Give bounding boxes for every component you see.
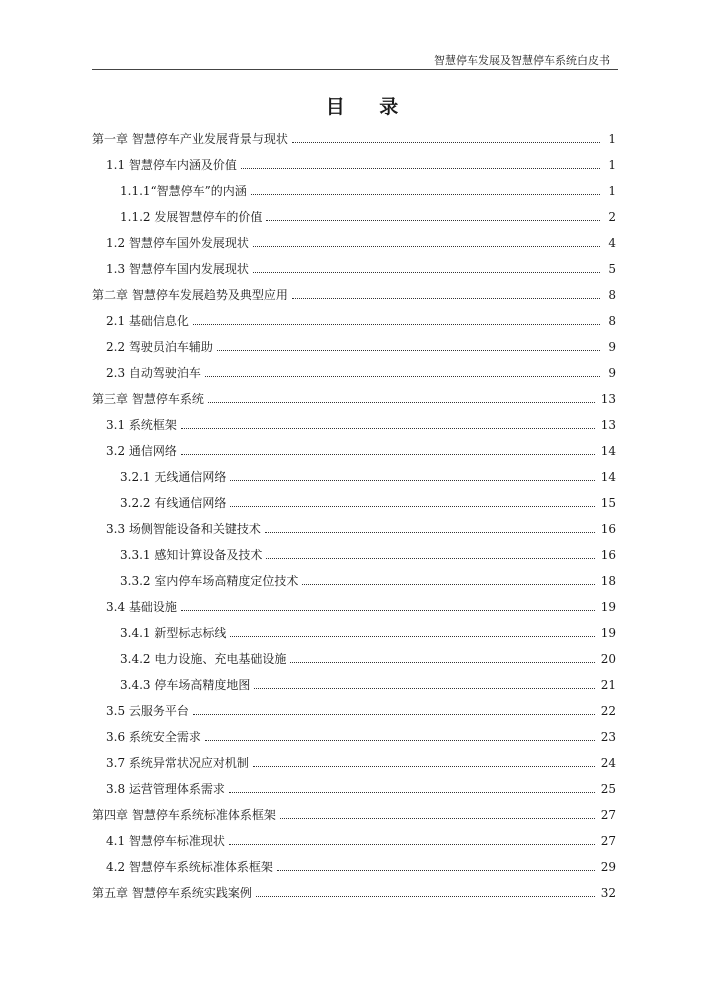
toc-entry[interactable]	[92, 615, 616, 641]
toc-entry[interactable]	[92, 251, 616, 277]
toc-entry-label: 第一章 智慧停车产业发展背景与现状	[92, 132, 288, 146]
toc-entry-page: 8	[608, 314, 616, 328]
toc-entry-page: 23	[600, 730, 616, 744]
toc-leader-dots	[229, 792, 595, 793]
table-of-contents	[92, 121, 616, 901]
toc-entry[interactable]	[92, 511, 616, 537]
toc-entry[interactable]	[92, 719, 616, 745]
toc-entry-page: 5	[608, 262, 616, 276]
toc-entry-label: 1.1 智慧停车内涵及价值	[106, 158, 237, 172]
toc-entry-label: 2.1 基础信息化	[106, 314, 189, 328]
toc-leader-dots	[302, 584, 594, 585]
toc-entry-label: 3.2 通信网络	[106, 444, 177, 458]
toc-entry[interactable]	[92, 199, 616, 225]
toc-entry-label: 3.5 云服务平台	[106, 704, 189, 718]
toc-entry[interactable]	[92, 147, 616, 173]
toc-leader-dots	[292, 298, 600, 299]
toc-entry[interactable]	[92, 173, 616, 199]
toc-entry-label: 3.6 系统安全需求	[106, 730, 201, 744]
toc-entry-label: 2.3 自动驾驶泊车	[106, 366, 201, 380]
toc-entry[interactable]	[92, 797, 616, 823]
toc-entry-label: 3.2.1 无线通信网络	[120, 470, 227, 484]
toc-entry-label: 3.7 系统异常状况应对机制	[106, 756, 249, 770]
toc-entry-page: 19	[600, 626, 616, 640]
toc-leader-dots	[205, 376, 600, 377]
toc-entry-page: 1	[608, 132, 616, 146]
toc-entry[interactable]	[92, 303, 616, 329]
toc-entry[interactable]	[92, 277, 616, 303]
toc-entry-label: 2.2 驾驶员泊车辅助	[106, 340, 213, 354]
toc-entry-page: 1	[608, 158, 616, 172]
toc-leader-dots	[266, 220, 600, 221]
toc-entry-page: 20	[600, 652, 616, 666]
toc-entry-label: 第四章 智慧停车系统标准体系框架	[92, 808, 276, 822]
toc-leader-dots	[256, 896, 595, 897]
toc-leader-dots	[253, 246, 600, 247]
toc-entry-page: 25	[600, 782, 616, 796]
toc-entry-page: 1	[608, 184, 616, 198]
toc-entry-label: 3.4 基础设施	[106, 600, 177, 614]
toc-entry-page: 9	[608, 366, 616, 380]
toc-entry-label: 第三章 智慧停车系统	[92, 392, 204, 406]
toc-entry-page: 16	[600, 548, 616, 562]
toc-entry[interactable]	[92, 667, 616, 693]
toc-entry[interactable]	[92, 693, 616, 719]
toc-entry-label: 4.2 智慧停车系统标准体系框架	[106, 860, 273, 874]
toc-entry[interactable]	[92, 745, 616, 771]
toc-entry-page: 14	[600, 444, 616, 458]
toc-leader-dots	[229, 844, 595, 845]
toc-entry[interactable]	[92, 849, 616, 875]
toc-entry-label: 3.8 运营管理体系需求	[106, 782, 225, 796]
toc-entry[interactable]	[92, 823, 616, 849]
toc-entry-label: 第五章 智慧停车系统实践案例	[92, 886, 252, 900]
toc-entry-page: 19	[600, 600, 616, 614]
header-rule	[92, 69, 618, 70]
toc-entry-label: 1.1.2 发展智慧停车的价值	[120, 210, 263, 224]
toc-entry-label: 4.1 智慧停车标准现状	[106, 834, 225, 848]
toc-entry-page: 2	[608, 210, 616, 224]
toc-entry-label: 1.2 智慧停车国外发展现状	[106, 236, 249, 250]
toc-leader-dots	[230, 506, 594, 507]
toc-leader-dots	[208, 402, 595, 403]
toc-entry-page: 13	[600, 418, 616, 432]
toc-entry[interactable]	[92, 459, 616, 485]
toc-entry-page: 32	[600, 886, 616, 900]
toc-entry-label: 3.3.2 室内停车场高精度定位技术	[120, 574, 299, 588]
toc-leader-dots	[181, 610, 595, 611]
toc-entry-page: 15	[600, 496, 616, 510]
toc-leader-dots	[280, 818, 595, 819]
toc-entry[interactable]	[92, 407, 616, 433]
toc-entry[interactable]	[92, 355, 616, 381]
toc-leader-dots	[254, 688, 594, 689]
toc-leader-dots	[181, 454, 595, 455]
toc-entry-label: 3.3 场侧智能设备和关键技术	[106, 522, 261, 536]
toc-entry[interactable]	[92, 381, 616, 407]
toc-entry-label: 1.3 智慧停车国内发展现状	[106, 262, 249, 276]
toc-entry-label: 3.3.1 感知计算设备及技术	[120, 548, 263, 562]
toc-entry-label: 第二章 智慧停车发展趋势及典型应用	[92, 288, 288, 302]
toc-entry-label: 3.4.3 停车场高精度地图	[120, 678, 251, 692]
toc-leader-dots	[193, 714, 595, 715]
toc-entry[interactable]	[92, 875, 616, 901]
toc-leader-dots	[253, 272, 600, 273]
toc-entry-page: 4	[608, 236, 616, 250]
toc-entry[interactable]	[92, 589, 616, 615]
page-title: 目 录	[325, 96, 413, 118]
toc-entry[interactable]	[92, 433, 616, 459]
toc-leader-dots	[205, 740, 595, 741]
toc-entry[interactable]	[92, 329, 616, 355]
toc-entry-page: 18	[600, 574, 616, 588]
toc-entry[interactable]	[92, 485, 616, 511]
toc-entry[interactable]	[92, 771, 616, 797]
toc-entry[interactable]	[92, 563, 616, 589]
toc-entry-label: 3.4.2 电力设施、充电基础设施	[120, 652, 287, 666]
toc-entry-page: 22	[600, 704, 616, 718]
toc-leader-dots	[230, 480, 594, 481]
toc-entry-page: 9	[608, 340, 616, 354]
toc-entry-page: 8	[608, 288, 616, 302]
toc-leader-dots	[193, 324, 600, 325]
toc-entry-label: 3.2.2 有线通信网络	[120, 496, 227, 510]
toc-leader-dots	[266, 558, 594, 559]
toc-entry-page: 29	[600, 860, 616, 874]
running-header: 智慧停车发展及智慧停车系统白皮书	[434, 54, 610, 67]
toc-entry[interactable]	[92, 121, 616, 147]
toc-entry-label: 3.4.1 新型标志标线	[120, 626, 227, 640]
toc-leader-dots	[230, 636, 594, 637]
toc-entry[interactable]	[92, 225, 616, 251]
toc-leader-dots	[277, 870, 595, 871]
toc-entry-label: 3.1 系统框架	[106, 418, 177, 432]
toc-leader-dots	[217, 350, 600, 351]
toc-leader-dots	[181, 428, 595, 429]
toc-leader-dots	[290, 662, 594, 663]
toc-entry-page: 24	[600, 756, 616, 770]
toc-entry-page: 16	[600, 522, 616, 536]
toc-entry-page: 27	[600, 808, 616, 822]
toc-entry-page: 21	[600, 678, 616, 692]
toc-leader-dots	[265, 532, 595, 533]
toc-leader-dots	[251, 194, 600, 195]
toc-entry-label: 1.1.1“智慧停车”的内涵	[120, 184, 247, 198]
toc-entry-page: 13	[600, 392, 616, 406]
toc-leader-dots	[241, 168, 600, 169]
toc-leader-dots	[253, 766, 595, 767]
toc-entry-page: 14	[600, 470, 616, 484]
toc-leader-dots	[292, 142, 600, 143]
toc-entry[interactable]	[92, 537, 616, 563]
toc-entry[interactable]	[92, 641, 616, 667]
toc-entry-page: 27	[600, 834, 616, 848]
